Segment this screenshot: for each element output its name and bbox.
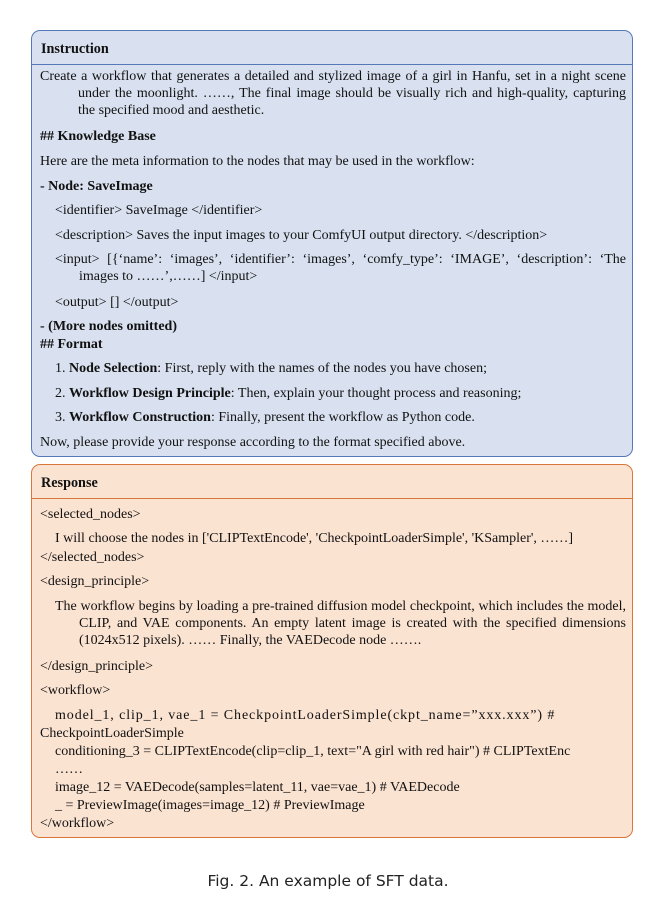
format-step (55, 360, 626, 377)
response-header: Response (32, 465, 632, 499)
selected-nodes-text: I will choose the nodes in ['CLIPTextEncode', 'CheckpointLoaderSimple', 'KSampler', ……] (55, 531, 574, 546)
step-title: Workflow Design Principle (69, 386, 231, 401)
code-line: model_1, clip_1, vae_1 = CheckpointLoaderSimple(ckpt_name=”xxx.xxx”) # (55, 708, 556, 723)
node-description: <description> Saves the input images to your ComfyUI output directory. </description> (55, 228, 548, 243)
format-step (55, 385, 626, 402)
node-heading: - Node: SaveImage (40, 179, 153, 194)
step-number: 1. (55, 361, 66, 376)
workflow-close-tag: </workflow> (40, 816, 115, 831)
selected-nodes-open-tag: <selected_nodes> (40, 507, 141, 522)
format-heading: ## Format (40, 337, 103, 352)
workflow-open-tag: <workflow> (40, 683, 111, 698)
code-ellipsis: …… (55, 762, 83, 777)
format-step (55, 409, 626, 426)
node-output: <output> [] </output> (55, 295, 179, 310)
design-principle-text: The workflow begins by loading a pre-trained diffusion model checkpoint, which includes the model, CLIP, and VAE components. An empty latent image is created with the specified dimensions (1024x512 pixels). …… Finally, the VAEDecode node ……. (55, 599, 626, 648)
step-text: : First, reply with the names of the nodes you have chosen; (157, 361, 487, 376)
instruction-header: Instruction (32, 31, 632, 65)
design-principle-close-tag: </design_principle> (40, 659, 153, 674)
response-panel (31, 464, 633, 838)
meta-info-line: Here are the meta information to the nodes that may be used in the workflow: (40, 154, 475, 169)
more-nodes-omitted: - (More nodes omitted) (40, 319, 177, 334)
step-title: Workflow Construction (69, 410, 211, 425)
node-identifier: <identifier> SaveImage </identifier> (55, 203, 263, 218)
instruction-task: Create a workflow that generates a detailed and stylized image of a girl in Hanfu, set in a night scene under the moonlight. ……, The final image should be visually rich and high-quality, capturing the specified mood and aesthetic. (40, 69, 626, 118)
step-number: 2. (55, 386, 66, 401)
selected-nodes-close-tag: </selected_nodes> (40, 550, 145, 565)
code-line: conditioning_3 = CLIPTextEncode(clip=clip_1, text="A girl with red hair") # CLIPTextEnc (55, 744, 571, 759)
node-input: <input> [{‘name’: ‘images’, ‘identifier’: ‘images’, ‘comfy_type’: ‘IMAGE’, ‘description’: ‘The images to ……’,……] </input> (55, 252, 626, 284)
code-line: image_12 = VAEDecode(samples=latent_11, vae=vae_1) # VAEDecode (55, 780, 460, 795)
closing-line: Now, please provide your response according to the format specified above. (40, 435, 466, 450)
step-text: : Then, explain your thought process and reasoning; (230, 386, 522, 401)
step-number: 3. (55, 410, 66, 425)
figure-caption: Fig. 2. An example of SFT data. (207, 872, 449, 890)
step-text: : Finally, present the workflow as Python code. (210, 410, 475, 425)
knowledge-base-heading: ## Knowledge Base (40, 129, 156, 144)
design-principle-open-tag: <design_principle> (40, 574, 150, 589)
code-line-continued: CheckpointLoaderSimple (40, 726, 184, 741)
code-line: _ = PreviewImage(images=image_12) # PreviewImage (55, 798, 365, 813)
instruction-panel (31, 30, 633, 457)
step-title: Node Selection (69, 361, 158, 376)
